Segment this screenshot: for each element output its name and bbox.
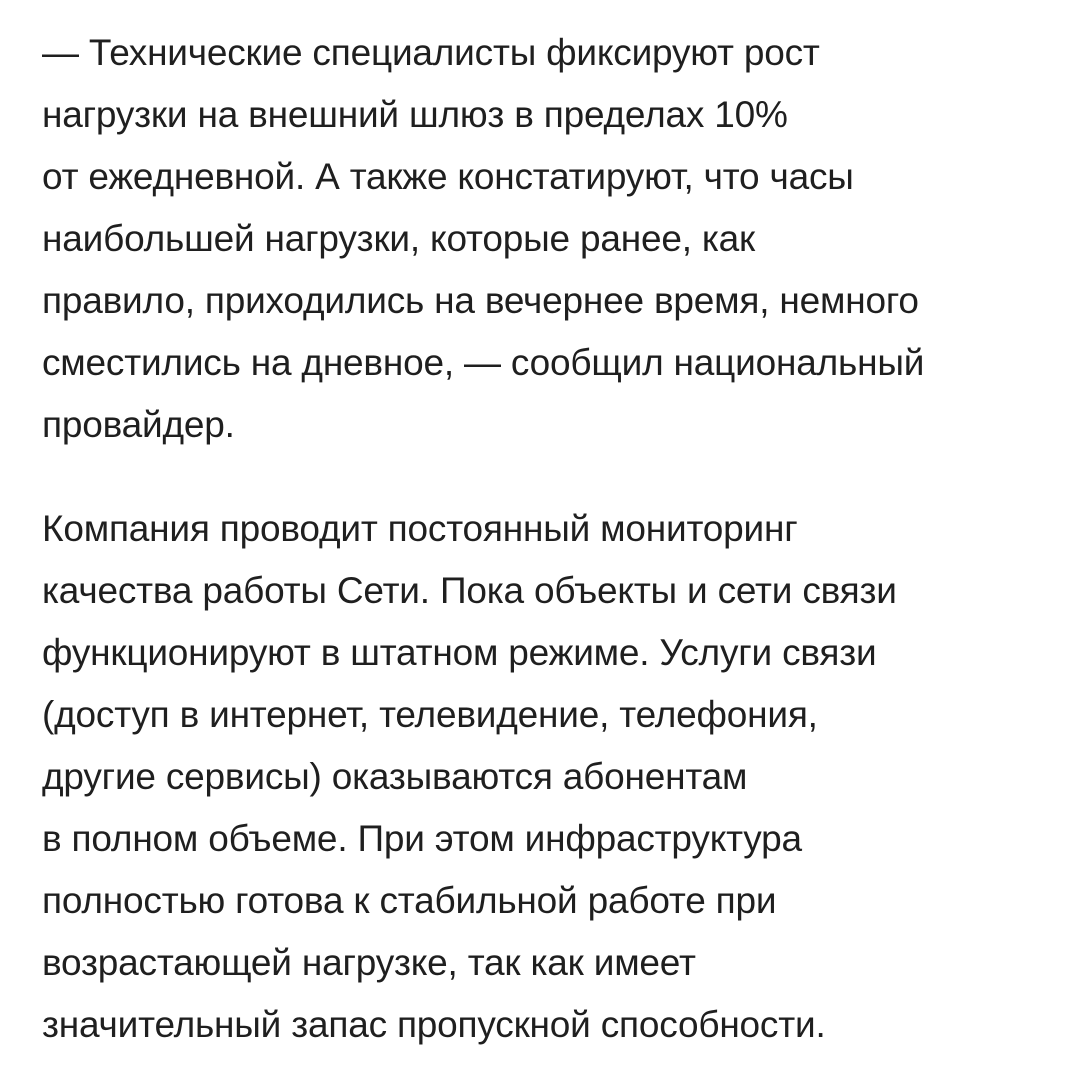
text-line: (доступ в интернет, телевидение, телефония,: [42, 694, 818, 735]
text-line: в полном объеме. При этом инфраструктура: [42, 818, 802, 859]
article-body: [42, 22, 1062, 1056]
text-line: наибольшей нагрузки, которые ранее, как: [42, 218, 756, 259]
text-line: значительный запас пропускной способности.: [42, 1004, 826, 1045]
text-line: провайдер.: [42, 404, 235, 445]
paragraph-company-statement: [42, 498, 1062, 1056]
text-line: другие сервисы) оказываются абонентам: [42, 756, 748, 797]
text-line: полностью готова к стабильной работе при: [42, 880, 777, 921]
text-line: Компания проводит постоянный мониторинг: [42, 508, 798, 549]
text-line: функционируют в штатном режиме. Услуги связи: [42, 632, 877, 673]
text-line: возрастающей нагрузке, так как имеет: [42, 942, 696, 983]
paragraph-quote: [42, 22, 1062, 456]
text-line: качества работы Сети. Пока объекты и сети связи: [42, 570, 897, 611]
text-line: сместились на дневное, — сообщил национальный: [42, 342, 925, 383]
text-line: правило, приходились на вечернее время, немного: [42, 280, 919, 321]
text-line: от ежедневной. А также констатируют, что часы: [42, 156, 854, 197]
text-line: — Технические специалисты фиксируют рост: [42, 32, 820, 73]
text-line: нагрузки на внешний шлюз в пределах 10%: [42, 94, 788, 135]
